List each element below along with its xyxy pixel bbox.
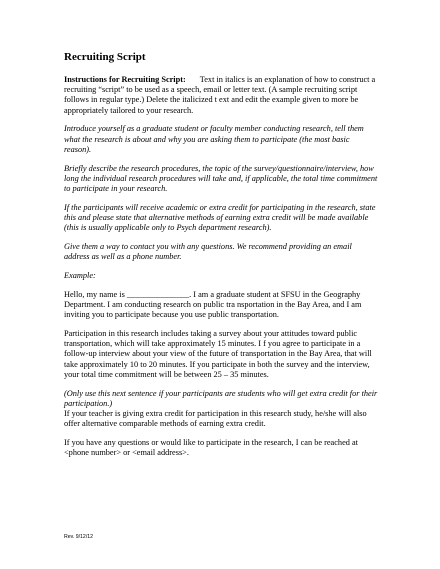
- example-participation: Participation in this research includes taking a survey about your attitudes toward public transportation, which will take approximately 15 minutes. I f you agree to participate in a follow-up interview about your view of the future of transportation in the Bay Area, that will take approximately 10 to 20 minutes. If you participate in both the survey and the interview, your total time commitment will be between 25 – 35 minutes.: [64, 329, 372, 379]
- guidance-procedures: Briefly describe the research procedures, the topic of the survey/questionnaire/interview, how long the individual research procedures will take and, if applicable, the total time commitment to participate in your research.: [64, 163, 378, 194]
- instructions-text: Text in italics is an explanation of how to construct a recruiting “script” to be used as a speech, email or letter text. (A sample recruiting script follows in regular type.) Delete the italicized t ext and edit the example given to more be appropriately tailored to your research.: [64, 75, 376, 115]
- guidance-credit: If the participants will receive academic or extra credit for participating in the research, state this and please state that alternative methods of earning extra credit will be made available (this is usually applicable only to Psych department research).: [64, 202, 376, 233]
- guidance-introduce: Introduce yourself as a graduate student or faculty member conducting research, tell them what the research is about and why you are asking them to participate (the most basic reason).: [64, 124, 364, 154]
- instructions-paragraph: [64, 75, 378, 116]
- example-credit-block: [64, 389, 378, 430]
- instructions-heading: Instructions for Recruiting Script:: [64, 75, 186, 84]
- revision-date: Rev. 9/12/12: [64, 534, 94, 540]
- example-credit: If your teacher is giving extra credit for participation in this research study, he/she will also offer alternative comparable methods of earning extra credit.: [64, 409, 367, 429]
- example-contact: If you have any questions or would like to participate in the research, I can be reached at <phone number> or <email address>.: [64, 438, 358, 458]
- page-title: Recruiting Script: [64, 51, 146, 63]
- guidance-contact: Give them a way to contact you with any questions. We recommend providing an email address as well as a phone number.: [64, 242, 352, 262]
- example-intro: Hello, my name is _______________. I am a graduate student at SFSU in the Geography Department. I am conducting research on public tra nsportation in the Bay Area, and I am inviting you to participate because you use public transportation.: [64, 289, 362, 320]
- example-credit-note: (Only use this next sentence if your participants are students who will get extra credit for their participation.): [64, 388, 378, 408]
- example-label: Example:: [64, 271, 96, 281]
